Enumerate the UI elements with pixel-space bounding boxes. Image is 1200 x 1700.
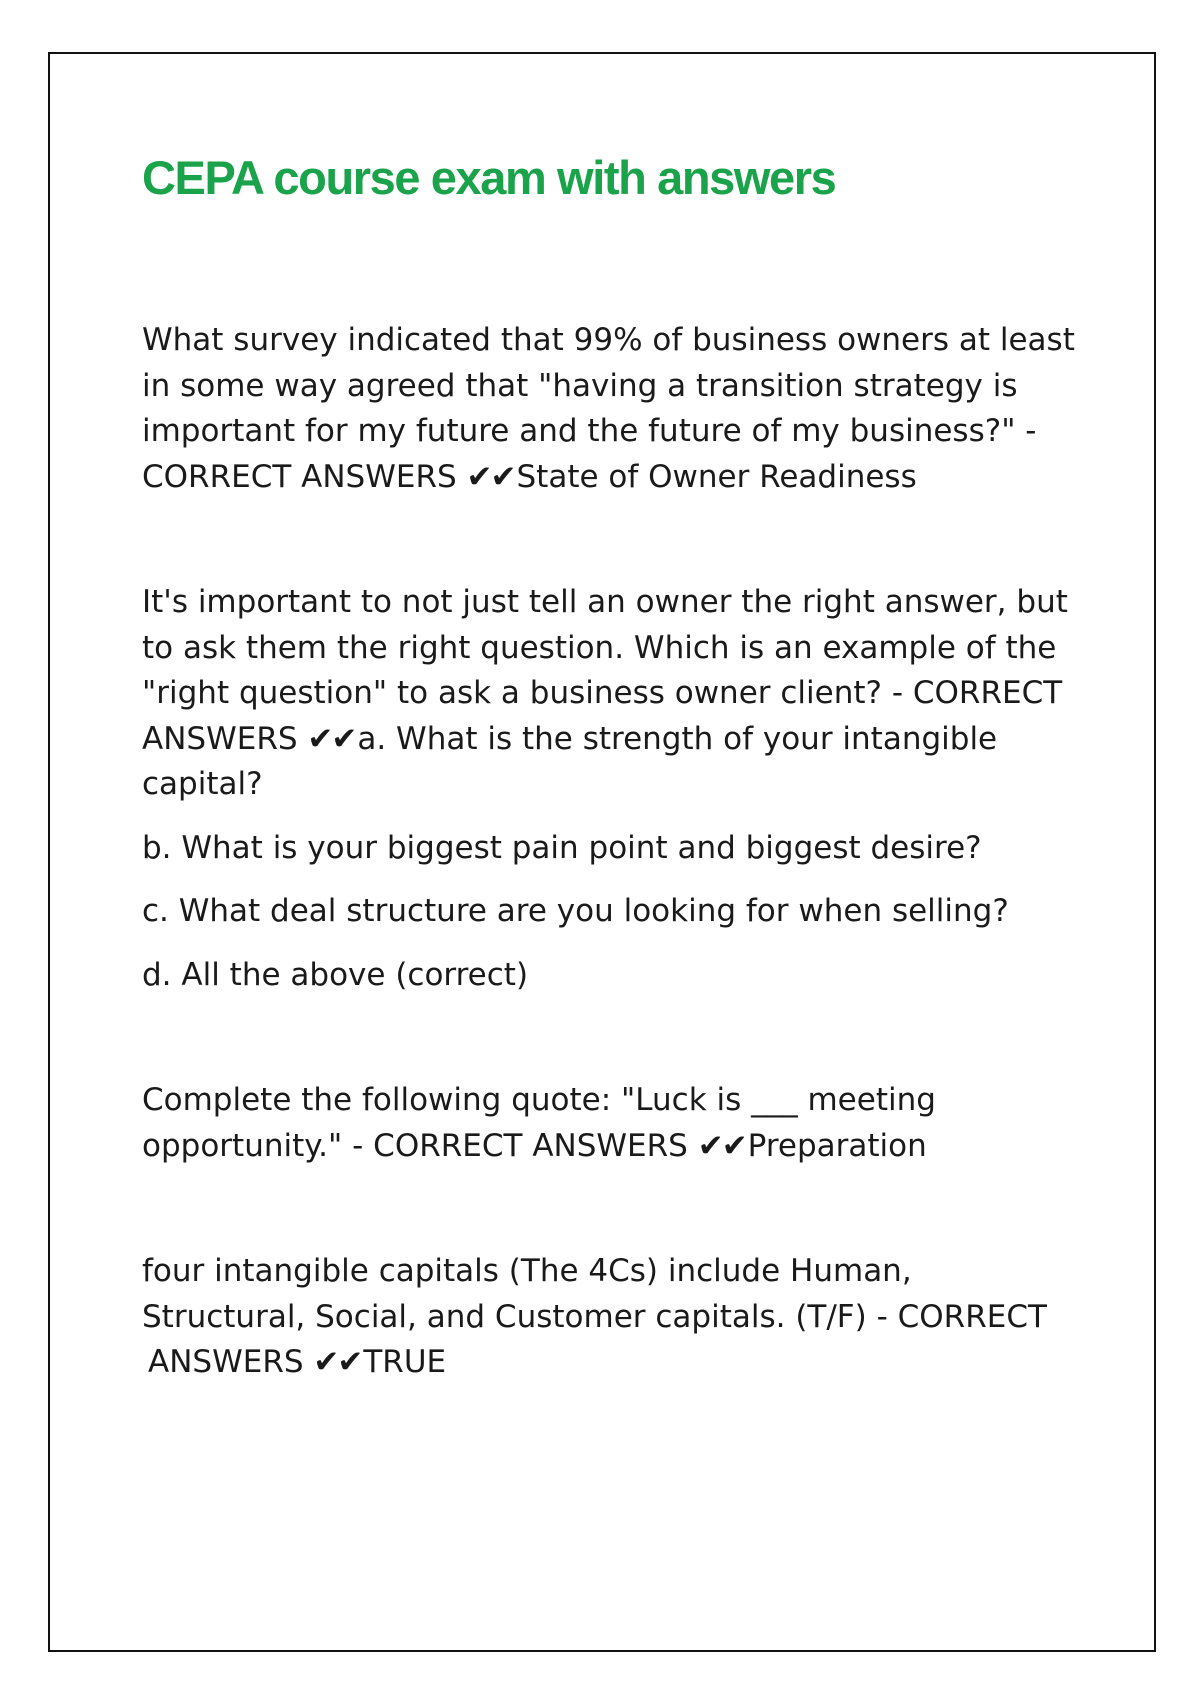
- answer-text: TRUE: [363, 1344, 447, 1381]
- qa-item-4: [142, 1249, 1082, 1386]
- answer-text: State of Owner Readiness: [516, 458, 917, 495]
- check-mark-icon: ✔✔: [313, 1344, 362, 1381]
- check-mark-icon: ✔✔: [307, 720, 356, 757]
- qa-item-1: [142, 318, 1082, 500]
- check-mark-icon: ✔✔: [697, 1127, 746, 1164]
- qa-item-3: [142, 1078, 1082, 1169]
- qa-item-2: [142, 580, 1082, 998]
- document-body: [142, 150, 1082, 1466]
- answer-option-c: c. What deal structure are you looking for when selling?: [142, 893, 1009, 930]
- answer-text: a. What is the strength of your intangible capital?: [142, 720, 998, 803]
- answer-option-d: d. All the above (correct): [142, 956, 529, 993]
- answer-text: Preparation: [747, 1127, 927, 1164]
- answer-option-b: b. What is your biggest pain point and biggest desire?: [142, 829, 982, 866]
- question-text-continued: ANSWERS: [148, 1344, 314, 1381]
- question-text: What survey indicated that 99% of business owners at least in some way agreed that "having a transition strategy is important for my future and the future of my business?" - CORRECT ANSWERS: [142, 322, 1075, 495]
- check-mark-icon: ✔✔: [466, 458, 515, 495]
- question-text: four intangible capitals (The 4Cs) include Human, Structural, Social, and Customer capitals. (T/F) - CORRECT: [142, 1253, 1047, 1335]
- document-title: CEPA course exam with answers: [142, 151, 836, 204]
- question-text: It's important to not just tell an owner the right answer, but to ask them the right question. Which is an example of the "right question" to ask a business owner client? - CORRECT ANSWERS: [142, 584, 1068, 757]
- question-text: Complete the following quote: "Luck is ___ meeting opportunity." - CORRECT ANSWERS: [142, 1082, 936, 1164]
